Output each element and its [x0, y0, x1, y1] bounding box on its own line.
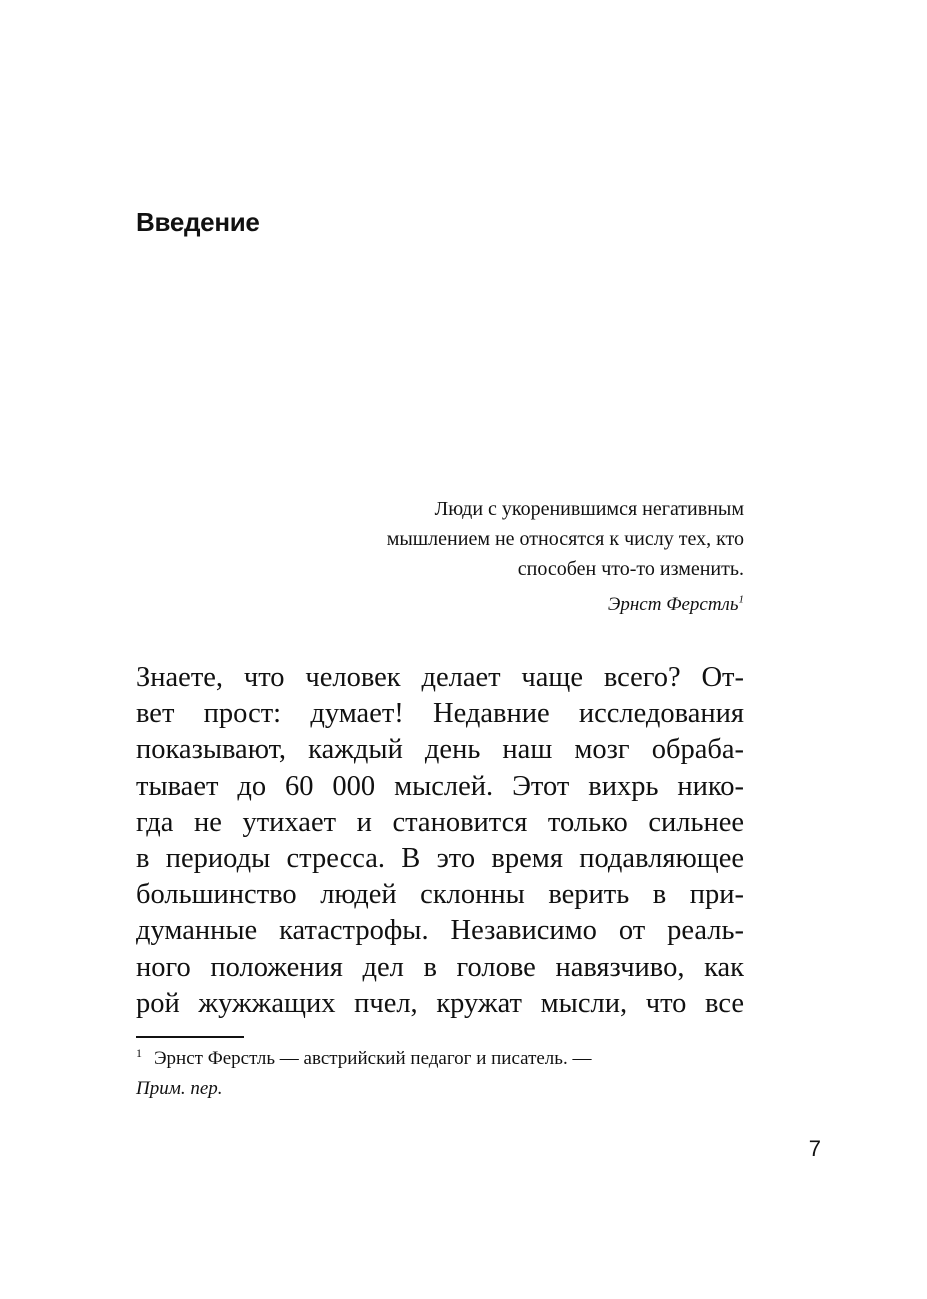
- footnote-divider: [136, 1036, 244, 1038]
- body-line: думанные катастрофы. Независимо от реаль-: [136, 915, 744, 947]
- footnote-reference[interactable]: 1: [738, 593, 744, 606]
- footnote-text-line: [136, 1044, 744, 1074]
- page-number: 7: [808, 1136, 821, 1161]
- epigraph-line: способен что-то изменить.: [517, 558, 744, 580]
- footnote-marker: 1: [136, 1045, 142, 1060]
- epigraph-author: [184, 592, 744, 618]
- body-line: гда не утихает и становится только сильнее: [136, 806, 744, 838]
- epigraph-author-name: Эрнст Ферстль: [607, 594, 739, 615]
- body-line: тывает до 60 000 мыслей. Этот вихрь нико-: [136, 770, 744, 802]
- footnote-text: Эрнст Ферстль — австрийский педагог и писатель. —: [154, 1048, 592, 1069]
- epigraph-line: Люди с укоренившимся негативным: [434, 498, 744, 520]
- body-line: рой жужжащих пчел, кружат мысли, что все: [136, 987, 744, 1019]
- body-text: [136, 660, 744, 1022]
- body-line: показывают, каждый день наш мозг обраба-: [136, 734, 744, 766]
- body-line: Знаете, что человек делает чаще всего? От-: [136, 662, 744, 693]
- chapter-title: Введение: [136, 207, 260, 237]
- footnote: [136, 1044, 744, 1104]
- body-line: большинство людей склонны верить в при-: [136, 879, 744, 911]
- body-line: ного положения дел в голове навязчиво, как: [136, 951, 744, 983]
- body-line: вет прост: думает! Недавние исследования: [136, 698, 744, 730]
- footnote-note: Прим. пер.: [136, 1078, 223, 1099]
- body-line: в периоды стресса. В это время подавляющее: [136, 842, 744, 874]
- epigraph: [184, 494, 744, 618]
- epigraph-line: мышлением не относятся к числу тех, кто: [386, 528, 744, 550]
